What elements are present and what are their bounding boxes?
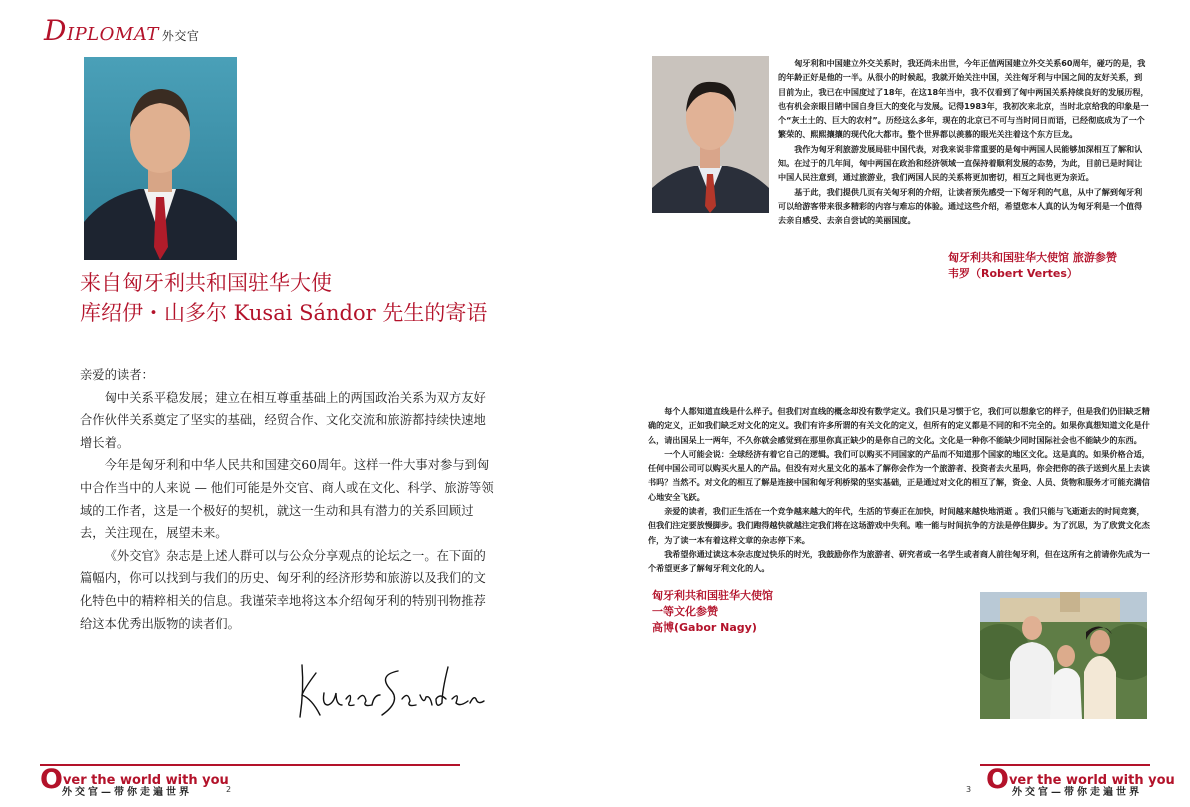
- left-footer-zh: 外交官—带你走遍世界: [62, 787, 192, 798]
- paragraph: 我作为匈牙利旅游发展局驻中国代表，对我来说非常重要的是匈中两国人民能够加深相互了解和认知。在过于的几年间，匈中两国在政治和经济领域一直保持着顺利发展的态势，为此，目前已是时间让中国人民注意到，通过旅游业，我们两国人民的关系将更加密切，相互之间也更为亲近。: [778, 143, 1143, 183]
- sig1-name: 韦罗（Robert Vertes）: [948, 267, 1078, 280]
- tourism-counselor-photo: [652, 56, 769, 213]
- paragraph: 每个人都知道直线是什么样子。但我们对直线的概念却没有数学定义。我们只是习惯于它，我们可以想象它的样子，但是我们仍旧缺乏精确的定义，正如我们缺乏对文化的定义。我们有许多所谓的有关文化的定义，但所有的定义都是不同的和不完全的。如果你真想知道文化是什么，请出国呆上一两年，不久你就会感觉到在那里你真正缺少的是你自己的文化。文化是一种你不能缺少同时国际社会也不能缺少的东西。: [648, 406, 1150, 445]
- sig1-title: 匈牙利共和国驻华大使馆 旅游参赞: [948, 251, 1117, 264]
- title-line-2: 库绍伊・山多尔 Kusai Sándor 先生的寄语: [80, 301, 488, 325]
- sig2-org: 匈牙利共和国驻华大使馆: [652, 589, 773, 602]
- masthead-logo: D: [44, 14, 67, 47]
- article-1: [778, 56, 1150, 228]
- slogan-text: ver the world with you: [1008, 773, 1175, 788]
- paragraph: 我希望你通过读这本杂志度过快乐的时光，我鼓励你作为旅游者、研究者或一名学生或者商人前往匈牙利，但在这所有之前请你先成为一个希望更多了解匈牙利文化的人。: [648, 548, 1150, 574]
- paragraph: 匈中关系平稳发展；建立在相互尊重基础上的两国政治关系为双方友好合作伙伴关系奠定了坚实的基础，经贸合作、文化交流和旅游都持续快速地增长着。: [80, 390, 486, 450]
- family-photo: [980, 592, 1147, 719]
- left-page-body: [80, 364, 498, 635]
- article-2: [648, 404, 1150, 576]
- slogan-text: ver the world with you: [62, 773, 229, 788]
- title-line-1: 来自匈牙利共和国驻华大使: [80, 271, 332, 295]
- article-1-signature: [948, 250, 1117, 282]
- ambassador-photo: [84, 57, 237, 260]
- sig2-name: 高博(Gabor Nagy): [652, 621, 757, 634]
- article-2-signature: [652, 588, 773, 636]
- paragraph: 一个人可能会说：全球经济有着它自己的逻辑。我们可以购买不同国家的产品而不知道那个国家的地区文化。这是真的。如果价格合适，任何中国公司可以购买火星人的产品。但没有对火星文化的基本了解你会作为一个旅游者、投资者去火星吗，你会把你的孩子送到火星上去读书吗？当然不。对文化的相互了解是连接中国和匈牙利桥梁的坚实基础，正是通过对文化的相互了解，资金、人员、货物和服务才可能充满信心地安全飞跃。: [648, 448, 1150, 502]
- handwritten-signature: [290, 655, 490, 725]
- masthead: [44, 14, 199, 47]
- slogan-O: O: [986, 764, 1009, 795]
- page-number-right: 3: [966, 785, 972, 794]
- page-number-left: 2: [226, 785, 232, 794]
- left-page-title: [80, 268, 487, 328]
- paragraph: 《外交官》杂志是上述人群可以与公众分享观点的论坛之一。在下面的篇幅内，你可以找到与我们的历史、匈牙利的经济形势和旅游以及我们的文化特色中的精粹相关的信息。我谨荣幸地将这本介绍匈牙利的特别刊物推荐给这本优秀出版物的读者们。: [80, 548, 486, 631]
- paragraph: 今年是匈牙利和中华人民共和国建交60周年。这样一件大事对参与到匈中合作当中的人来说 — 他们可能是外交官、商人或在文化、科学、旅游等领域的工作者，这是一个极好的契机，就这一生动和具有潜力的关系回顾过去，关注现在，展望未来。: [80, 458, 494, 541]
- paragraph: 匈牙利和中国建立外交关系时，我还尚未出世，今年正值两国建立外交关系60周年，碰巧的是，我的年龄正好是他的一半。从很小的时候起，我就开始关注中国，关注匈牙利与中国之间的友好关系，到目前为止，我已在中国度过了18年，在这18年当中，我不仅看到了匈中两国关系持续良好的发展历程，也有机会亲眼目睹中国自身巨大的变化与发展。记得1983年，我初次来北京，当时北京给我的印象是一个“灰土土的、巨大的农村”。历经这么多年，现在的北京已不可与当时同日而语，已经彻底成为了一个繁荣的、熙熙攘攘的现代化大都市。整个世界都以羡慕的眼光关注着这个东方巨龙。: [778, 58, 1149, 140]
- slogan-O: O: [40, 764, 63, 795]
- masthead-title: 外交官: [161, 29, 200, 43]
- paragraph: 亲爱的读者，我们正生活在一个竞争越来越大的年代，生活的节奏正在加快，时间越来越快地消逝 。我们只能与飞逝逝去的时间竞赛，但我们注定要放慢脚步。我们跑得越快就越注定我们将在这场游戏中失利。唯一能与时间抗争的方法是停住脚步。为了沉思，为了欣赏文化杰作，为了读一本有着这样文章的杂志停下来。: [648, 506, 1150, 545]
- paragraph: 基于此，我们提供几页有关匈牙利的介绍，让读者预先感受一下匈牙利的气息，从中了解到匈牙利可以给游客带来很多精彩的内容与难忘的体验。通过这些介绍，希望您本人真的认为匈牙利是一个值得去亲自感受、去亲自尝试的美丽国度。: [778, 186, 1143, 226]
- salutation: 亲爱的读者：: [80, 368, 154, 382]
- sig2-title: 一等文化参赞: [652, 605, 718, 618]
- masthead-logo-rest: IPLOMAT: [66, 24, 159, 45]
- right-footer-zh: 外交官—带你走遍世界: [1012, 787, 1142, 798]
